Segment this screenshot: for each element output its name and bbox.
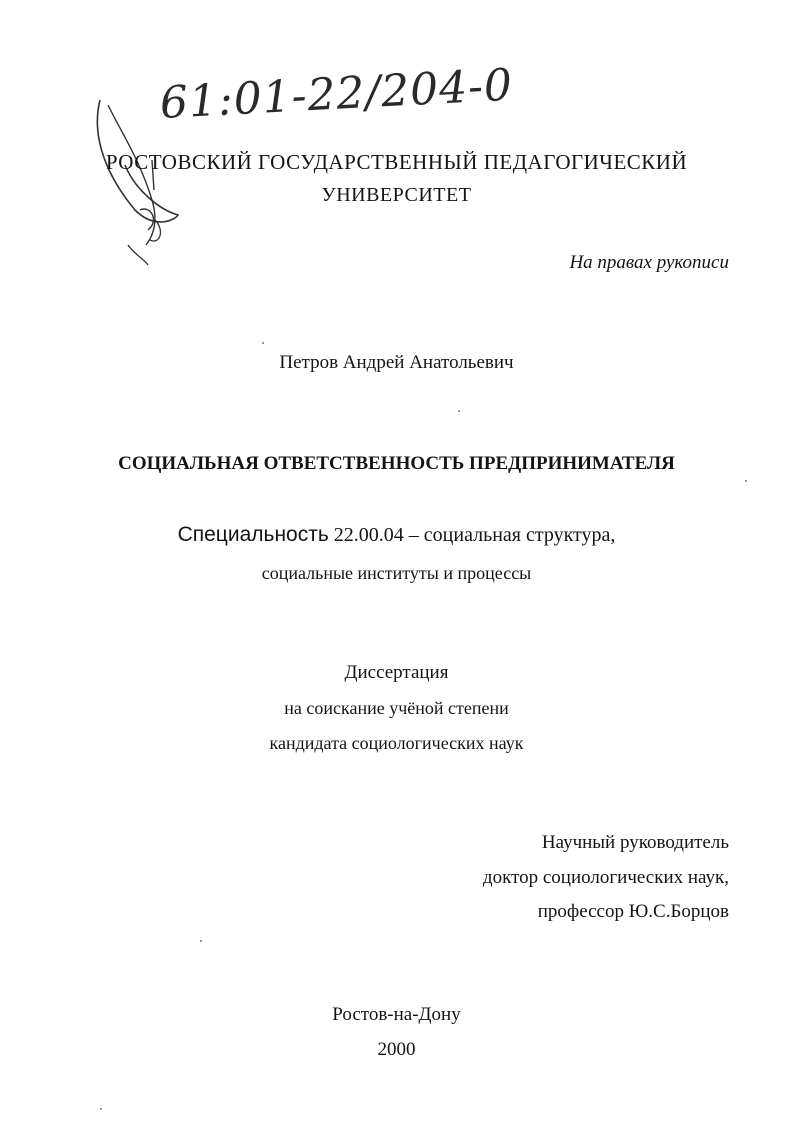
document-type: Диссертация <box>344 662 449 683</box>
supervisor-name: профессор Ю.С.Борцов <box>537 901 729 922</box>
supervisor-role: Научный руководитель <box>541 832 729 853</box>
scan-speck <box>458 410 460 412</box>
specialty-line1 <box>0 523 793 547</box>
scan-speck <box>745 480 747 482</box>
manuscript-note: На правах рукописи <box>569 252 729 273</box>
author-name: Петров Андрей Анатольевич <box>279 352 514 373</box>
year: 2000 <box>377 1039 416 1060</box>
specialty-code: 22.00.04 – социальная структура, <box>333 524 616 546</box>
scan-speck <box>100 1108 102 1110</box>
dissertation-title: СОЦИАЛЬНАЯ ОТВЕТСТВЕННОСТЬ ПРЕДПРИНИМАТЕЛЯ <box>118 453 675 474</box>
degree-line2: кандидата социологических наук <box>269 733 524 753</box>
scan-speck <box>262 342 264 344</box>
city: Ростов-на-Дону <box>332 1004 461 1025</box>
university-name-line2: УНИВЕРСИТЕТ <box>321 184 472 206</box>
university-name-line1: РОСТОВСКИЙ ГОСУДАРСТВЕННЫЙ ПЕДАГОГИЧЕСКИЙ <box>105 150 688 174</box>
degree-line1: на соискание учёной степени <box>284 698 509 718</box>
supervisor-degree: доктор социологических наук, <box>482 867 729 888</box>
specialty-label: Специальность <box>177 523 329 546</box>
scan-speck <box>200 940 202 942</box>
handwritten-archive-code: 61:01-22/204-0 <box>158 59 515 129</box>
specialty-line2: социальные институты и процессы <box>261 563 532 583</box>
